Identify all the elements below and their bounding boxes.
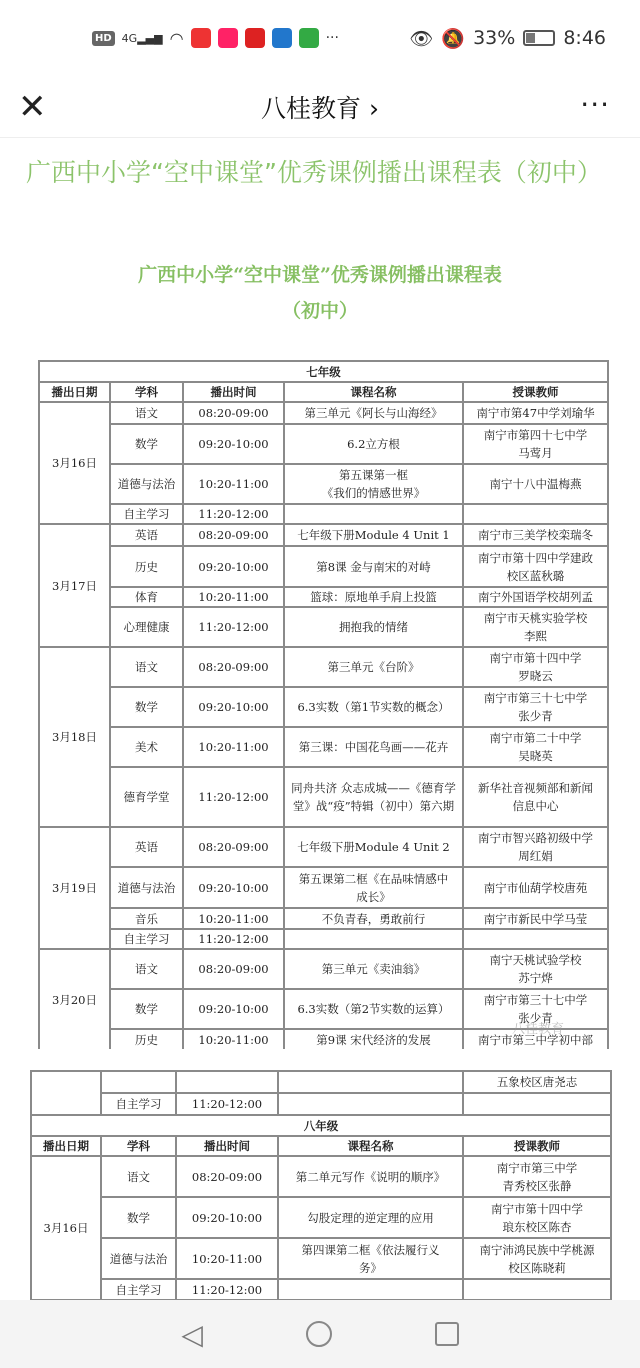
subject-cell: 英语 [110, 524, 183, 546]
subject-cell: 数学 [110, 989, 183, 1029]
column-header-teacher: 授课教师 [463, 382, 608, 402]
watermark: 八桂教育 [512, 1022, 565, 1037]
table-row [31, 1093, 611, 1115]
subject-cell: 数学 [110, 687, 183, 727]
column-header-course: 课程名称 [278, 1136, 463, 1156]
teacher-cell: 南宁外国语学校胡列孟 [463, 587, 608, 607]
subject-cell: 数学 [101, 1197, 176, 1238]
clock: 8:46 [563, 27, 606, 49]
table-row [39, 908, 608, 929]
date-cell: 3月20日 [39, 949, 110, 1049]
article-subtitle-sub: （初中） [281, 300, 358, 322]
course-cell: 第五课第一框 《我们的情感世界》 [284, 464, 463, 504]
column-header-course: 课程名称 [284, 382, 463, 402]
teacher-cell: 南宁沛鸿民族中学桃源 校区陈晓莉 [463, 1238, 611, 1279]
time-cell: 10:20-11:00 [176, 1238, 278, 1279]
battery-percent: 33% [473, 27, 516, 49]
table-row [39, 382, 608, 402]
subject-cell: 体育 [110, 587, 183, 607]
course-cell: 第二单元写作《说明的顺序》 [278, 1156, 463, 1197]
course-cell: 第三课：中国花鸟画——花卉 [284, 727, 463, 767]
subject-cell: 道德与法治 [110, 464, 183, 504]
teacher-cell [463, 504, 608, 524]
time-cell: 09:20-10:00 [183, 687, 284, 727]
column-header-date: 播出日期 [31, 1136, 101, 1156]
teacher-cell: 南宁市第十四中学建政 校区蓝秋璐 [463, 546, 608, 587]
course-cell: 6.3实数（第2节实数的运算） [284, 989, 463, 1029]
teacher-cell: 五象校区唐尧志 [463, 1071, 611, 1093]
table-row [39, 361, 608, 382]
table-row [39, 464, 608, 504]
subject-cell: 语文 [110, 949, 183, 989]
teacher-cell: 南宁十八中温梅燕 [463, 464, 608, 504]
teacher-cell: 南宁市第十四中学 罗晓云 [463, 647, 608, 687]
time-cell: 08:20-09:00 [183, 402, 284, 424]
teacher-cell [463, 1093, 611, 1115]
teacher-cell: 南宁市仙葫学校唐苑 [463, 867, 608, 908]
table-row [31, 1115, 611, 1136]
subject-cell: 美术 [110, 727, 183, 767]
subject-cell [101, 1071, 176, 1093]
home-icon[interactable] [306, 1321, 332, 1347]
table-row [31, 1279, 611, 1300]
date-cell: 3月19日 [39, 827, 110, 949]
subject-cell: 自主学习 [110, 504, 183, 524]
course-cell: 第三单元《台阶》 [284, 647, 463, 687]
course-cell: 篮球：原地单手肩上投篮 [284, 587, 463, 607]
subject-cell: 语文 [110, 647, 183, 687]
date-cell: 3月18日 [39, 647, 110, 827]
course-cell: 不负青春，勇敢前行 [284, 908, 463, 929]
grade7-schedule-table [38, 360, 609, 1049]
time-cell [176, 1071, 278, 1093]
subject-cell: 德育学堂 [110, 767, 183, 827]
close-icon[interactable]: ✕ [18, 87, 47, 127]
time-cell: 09:20-10:00 [183, 546, 284, 587]
time-cell: 09:20-10:00 [183, 989, 284, 1029]
teacher-cell: 南宁市智兴路初级中学 周红娟 [463, 827, 608, 867]
date-cell: 3月17日 [39, 524, 110, 647]
course-cell [278, 1071, 463, 1093]
table-row [31, 1136, 611, 1156]
table-row [39, 504, 608, 524]
course-cell: 七年级下册Module 4 Unit 2 [284, 827, 463, 867]
back-icon[interactable]: ◁ [181, 1317, 203, 1351]
subject-cell: 数学 [110, 424, 183, 464]
subject-cell: 道德与法治 [101, 1238, 176, 1279]
column-header-subject: 学科 [101, 1136, 176, 1156]
time-cell: 09:20-10:00 [183, 424, 284, 464]
teacher-cell: 南宁市新民中学马莹 [463, 908, 608, 929]
course-cell: 第五课第二框《在品味情感中 成长》 [284, 867, 463, 908]
time-cell: 11:20-12:00 [176, 1279, 278, 1300]
teacher-cell: 南宁天桃试验学校 苏宁烨 [463, 949, 608, 989]
teacher-cell [463, 1279, 611, 1300]
subject-cell: 历史 [110, 1029, 183, 1049]
more-menu-icon[interactable]: ··· [580, 88, 610, 121]
time-cell: 11:20-12:00 [183, 929, 284, 949]
table-row [39, 727, 608, 767]
wifi-icon: ◠ [169, 28, 184, 48]
table-row [39, 949, 608, 989]
date-cell: 3月16日 [39, 402, 110, 524]
time-cell: 11:20-12:00 [183, 607, 284, 647]
table-row [39, 546, 608, 587]
time-cell: 08:20-09:00 [183, 524, 284, 546]
teacher-cell: 新华社音视频部和新闻 信息中心 [463, 767, 608, 827]
grade-title: 七年级 [39, 361, 608, 382]
table-row [39, 827, 608, 867]
subject-cell: 英语 [110, 827, 183, 867]
subject-cell: 道德与法治 [110, 867, 183, 908]
subject-cell: 音乐 [110, 908, 183, 929]
time-cell: 11:20-12:00 [183, 504, 284, 524]
table-row [39, 929, 608, 949]
time-cell: 10:20-11:00 [183, 1029, 284, 1049]
course-cell: 第四课第二框《依法履行义 务》 [278, 1238, 463, 1279]
course-cell: 七年级下册Module 4 Unit 1 [284, 524, 463, 546]
table-row [39, 687, 608, 727]
teacher-cell: 南宁市第四十七中学 马莺月 [463, 424, 608, 464]
time-cell: 10:20-11:00 [183, 464, 284, 504]
course-cell [284, 504, 463, 524]
more-notifications-icon: ··· [325, 30, 339, 46]
signal-icon: 4G▂▄▆ [121, 31, 163, 45]
time-cell: 09:20-10:00 [183, 867, 284, 908]
table-row [39, 647, 608, 687]
account-title[interactable]: 八桂教育 › [261, 93, 379, 123]
bell-muted-icon: 🔕 [441, 27, 466, 50]
column-header-time: 播出时间 [176, 1136, 278, 1156]
teacher-cell: 南宁市第47中学刘瑜华 [463, 402, 608, 424]
eye-icon: 👁 [409, 27, 434, 50]
table-row [31, 1071, 611, 1093]
recent-apps-icon[interactable] [435, 1322, 459, 1346]
column-header-teacher: 授课教师 [463, 1136, 611, 1156]
article-headline: 广西中小学“空中课堂”优秀课例播出课程表（初中） [26, 158, 602, 187]
time-cell: 08:20-09:00 [183, 949, 284, 989]
time-cell: 10:20-11:00 [183, 587, 284, 607]
subject-cell: 语文 [101, 1156, 176, 1197]
table-row [39, 587, 608, 607]
subject-cell: 历史 [110, 546, 183, 587]
subject-cell: 心理健康 [110, 607, 183, 647]
subject-cell: 自主学习 [101, 1279, 176, 1300]
table-row [39, 767, 608, 827]
subject-cell: 语文 [110, 402, 183, 424]
system-nav-bar [0, 1300, 640, 1368]
time-cell: 09:20-10:00 [176, 1197, 278, 1238]
table-row [31, 1156, 611, 1197]
grade-title: 八年级 [31, 1115, 611, 1136]
time-cell: 08:20-09:00 [183, 647, 284, 687]
course-cell: 同舟共济 众志成城——《德育学堂》战“疫”特辑（初中）第六期 [284, 767, 463, 827]
article-subtitle: 广西中小学“空中课堂”优秀课例播出课程表 [138, 264, 502, 286]
teacher-cell: 南宁市第三十七中学 张少青 [463, 687, 608, 727]
time-cell: 10:20-11:00 [183, 727, 284, 767]
column-header-time: 播出时间 [183, 382, 284, 402]
column-header-date: 播出日期 [39, 382, 110, 402]
date-cell: 3月16日 [31, 1156, 101, 1300]
course-cell: 6.3实数（第1节实数的概念） [284, 687, 463, 727]
course-cell [278, 1279, 463, 1300]
table-row [39, 424, 608, 464]
grade8-schedule-table [30, 1070, 612, 1300]
course-cell [278, 1093, 463, 1115]
schedule-image-part2 [0, 1068, 640, 1300]
course-cell: 第三单元《阿长与山海经》 [284, 402, 463, 424]
time-cell: 11:20-12:00 [176, 1093, 278, 1115]
course-cell: 勾股定理的逆定理的应用 [278, 1197, 463, 1238]
teacher-cell: 南宁市第三中学 青秀校区张静 [463, 1156, 611, 1197]
teacher-cell: 南宁市第十四中学 琅东校区陈杏 [463, 1197, 611, 1238]
teacher-cell: 南宁市三美学校栾瑞冬 [463, 524, 608, 546]
subject-cell: 自主学习 [110, 929, 183, 949]
date-cell [31, 1071, 101, 1115]
course-cell: 拥抱我的情绪 [284, 607, 463, 647]
hd-icon: HD [92, 31, 115, 46]
time-cell: 11:20-12:00 [183, 767, 284, 827]
subject-cell: 自主学习 [101, 1093, 176, 1115]
table-row [39, 607, 608, 647]
column-header-subject: 学科 [110, 382, 183, 402]
table-row [39, 524, 608, 546]
time-cell: 08:20-09:00 [176, 1156, 278, 1197]
teacher-cell: 南宁市第三中学初中部 [463, 1029, 608, 1049]
teacher-cell [463, 929, 608, 949]
teacher-cell: 南宁市天桃实验学校 李熙 [463, 607, 608, 647]
course-cell: 6.2立方根 [284, 424, 463, 464]
table-row [31, 1238, 611, 1279]
table-row [39, 867, 608, 908]
course-cell: 第8课 金与南宋的对峙 [284, 546, 463, 587]
table-row [31, 1197, 611, 1238]
course-cell: 第9课 宋代经济的发展 [284, 1029, 463, 1049]
course-cell [284, 929, 463, 949]
time-cell: 10:20-11:00 [183, 908, 284, 929]
course-cell: 第三单元《卖油翁》 [284, 949, 463, 989]
teacher-cell: 南宁市第三十七中学 张少青 [463, 989, 608, 1029]
time-cell: 08:20-09:00 [183, 827, 284, 867]
table-row [39, 402, 608, 424]
teacher-cell: 南宁市第二十中学 吴晓英 [463, 727, 608, 767]
